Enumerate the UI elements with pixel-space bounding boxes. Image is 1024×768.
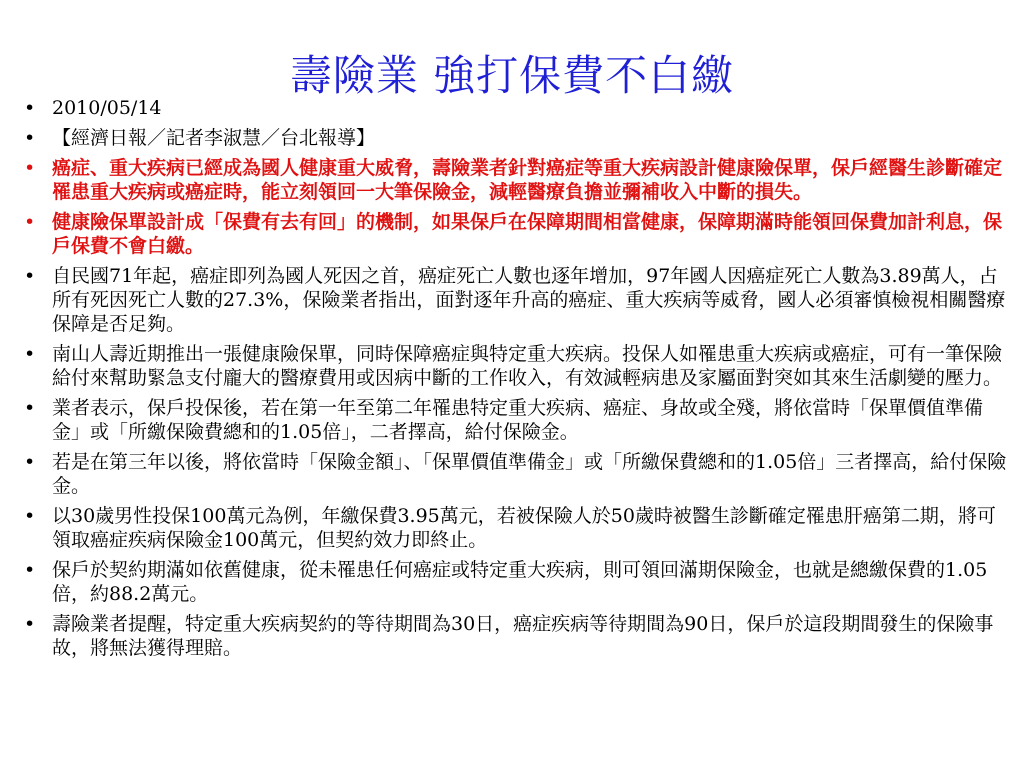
bullet-dot-icon: • (24, 559, 36, 581)
bullet-item (22, 342, 1007, 390)
bullet-dot-icon: • (24, 157, 36, 179)
bullet-dot-icon: • (24, 451, 36, 473)
bullet-item (22, 612, 1007, 660)
bullet-item (22, 396, 1007, 444)
bullet-dot-icon: • (24, 505, 36, 527)
bullet-list (22, 96, 1007, 666)
bullet-dot-icon: • (24, 97, 36, 119)
bullet-text: 保戶於契約期滿如依舊健康，從未罹患任何癌症或特定重大疾病，則可領回滿期保險金，也就是總繳保費的1.05倍，約88.2萬元。 (52, 559, 988, 605)
bullet-dot-icon: • (24, 397, 36, 419)
bullet-text: 南山人壽近期推出一張健康險保單，同時保障癌症與特定重大疾病。投保人如罹患重大疾病或癌症，可有一筆保險給付來幫助緊急支付龐大的醫療費用或因病中斷的工作收入，有效減輕病患及家屬面對突如其來生活劇變的壓力。 (52, 343, 1003, 389)
bullet-item (22, 558, 1007, 606)
bullet-text: 自民國71年起，癌症即列為國人死因之首，癌症死亡人數也逐年增加，97年國人因癌症死亡人數為3.89萬人，占所有死因死亡人數的27.3%，保險業者指出，面對逐年升高的癌症、重大疾病等威脅，國人必須審慎檢視相關醫療保障是否足夠。 (52, 265, 1006, 335)
bullet-highlight-1 (22, 156, 1007, 204)
bullet-source (22, 126, 1007, 150)
bullet-text: 【經濟日報／記者李淑慧／台北報導】 (52, 127, 376, 149)
bullet-text: 若是在第三年以後，將依當時「保險金額」、「保單價值準備金」或「所繳保費總和的1.05倍」三者擇高，給付保險金。 (52, 451, 1007, 497)
bullet-text: 業者表示，保戶投保後，若在第一年至第二年罹患特定重大疾病、癌症、身故或全殘，將依當時「保單價值準備金」或「所繳保險費總和的1.05倍」，二者擇高，給付保險金。 (52, 397, 984, 443)
bullet-text: 2010/05/14 (52, 97, 162, 119)
bullet-text: 癌症、重大疾病已經成為國人健康重大威脅，壽險業者針對癌症等重大疾病設計健康險保單，保戶經醫生診斷確定罹患重大疾病或癌症時，能立刻領回一大筆保險金，減輕醫療負擔並彌補收入中斷的損失。 (52, 157, 1003, 203)
bullet-item (22, 450, 1007, 498)
bullet-item (22, 504, 1007, 552)
bullet-dot-icon: • (24, 127, 36, 149)
bullet-item (22, 264, 1007, 336)
bullet-dot-icon: • (24, 613, 36, 635)
bullet-date (22, 96, 1007, 120)
bullet-text: 以30歲男性投保100萬元為例，年繳保費3.95萬元，若被保險人於50歲時被醫生診斷確定罹患肝癌第二期，將可領取癌症疾病保險金100萬元，但契約效力即終止。 (52, 505, 996, 551)
bullet-text: 健康險保單設計成「保費有去有回」的機制，如果保戶在保障期間相當健康，保障期滿時能領回保費加計利息，保戶保費不會白繳。 (52, 211, 1003, 257)
bullet-dot-icon: • (24, 265, 36, 287)
bullet-dot-icon: • (24, 211, 36, 233)
slide-title: 壽險業 強打保費不白繳 (289, 51, 735, 101)
bullet-text: 壽險業者提醒，特定重大疾病契約的等待期間為30日，癌症疾病等待期間為90日，保戶於這段期間發生的保險事故，將無法獲得理賠。 (52, 613, 994, 659)
bullet-dot-icon: • (24, 343, 36, 365)
bullet-highlight-2 (22, 210, 1007, 258)
